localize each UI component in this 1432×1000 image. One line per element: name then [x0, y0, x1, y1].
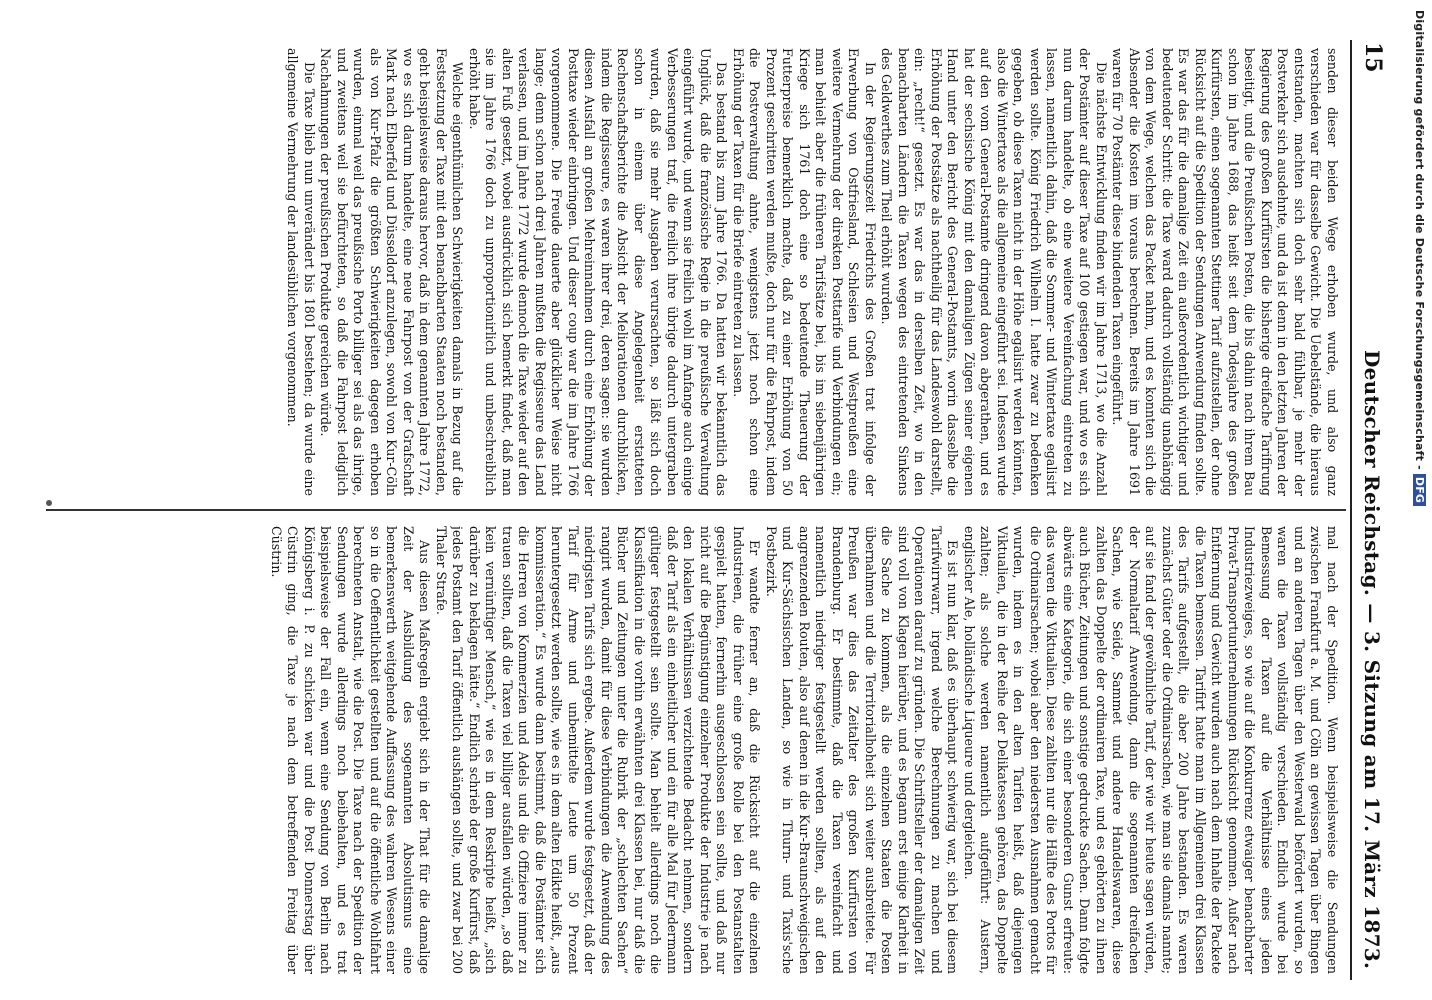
dfg-logo: DFG — [1413, 474, 1426, 506]
page-title: Deutscher Reichstag. — 3. Sitzung am 17. März 1873. — [1360, 350, 1384, 970]
paragraph: Die Taxe blieb nun unverändert bis 1801 bestehen; da wurde eine allgemeine Vermehrung der landesüblichen vorgenommen. — [285, 48, 317, 496]
paragraph: Das bestand bis zum Jahre 1766. Da hatten wir bekanntlich das Unglück, daß die französische Regie in die preußische Verwaltung eingeführt wurde, und wenn sie freilich wohl im Anfange auch einige Verbesserungen traf, die freilich ihre übrige dadurch untergraben wurden, daß sie mehr Ausgaben verursachten, so läßt sich doch schon in einem über diese Angelegenheit erstatteten Rechenschaftsberichte die Absicht der Meliorationen durchblicken, indem die Regisseure, es waren ihrer drei, deren sagen: sie wurden diesen Ausfall an großen Mehreinnahmen durch eine Erhöhung der Posttaxe wieder einbringen. Und dieser coup war die im Jahre 1766 vorgenommene. Die Freude dauerte aber glücklicher Weise nicht lange; denn schon nach drei Jahren mußten die Regisseure das Land verlassen, und im Jahre 1772 wurde dennoch die Taxe wieder auf den alten Fuß gesetzt, wobei ausdrücklich sich bemerkt findet, daß man sie im Jahre 1766 doch zu unproportionirlich und unbeschreiblich erhöht habe. — [467, 48, 730, 496]
text-column-left — [34, 48, 1340, 496]
page-number: 15 — [1360, 42, 1386, 73]
scan-smudge — [46, 500, 52, 506]
paragraph: Es ist nun klar, daß es überhaupt schwierig war, sich bei diesem Tarifwirrwarr, irgend welche Berechnungen zu machen und Operationen darauf zu gründen. Die Schriftsteller der damaligen Zeit sind voll von Klagen hierüber, und es begann erst einige Klarheit in die Sache zu kommen, als die einzelnen Staaten die Posten übernahmen und die Territorialhoheit sich weiter ausbreitete. Für Preußen war dies das Zeitalter des großen Kurfürsten von Brandenburg. Er bestimmte, daß die Taxen vereinfacht und namentlich niedriger festgestellt werden sollten, als auf den angrenzenden Routen, also auf denen in die Kur-Braunschweigischen und Kur-Sächsischen Landen, so wie in Thurn- und Taxis'sche Postbezirk. — [764, 526, 961, 974]
paragraph: Die nächste Entwicklung finden wir im Jahre 1713, wo die Anzahl der Postämter auf dieser Taxe auf 100 gestiegen war, und wo es sich nun darum handelte, ob eine weitere Vereinfachung eintreten zu lassen, namentlich dahin, daß die Sommer- und Wintertaxe egalisirt werden sollte. König Friedrich Wilhelm I. hatte zwar zu bedenken gegeben, ob diese Taxen nicht in der Höhe egalisirt werden könnten, also die Wintertaxe als die allgemeine eingeführt sei. Indessen wurde auf den vom General-Postamte dringend davon abgerathen, und es hat der sechsische König mit den damaligen Zügen seiner eigenen Hand unter den Bericht des General-Postamts, worin dasselbe die Erhöhung der Postsätze als nachtheilig für das Landeswohl darstellt, ein: „recht!“ gesetzt. Es war das in derselben Zeit, wo in den benachbarten Ländern die Taxen wegen des eintretenden Sinkens des Geldwerthes zum Theil erhöht wurden. — [879, 48, 1109, 496]
paragraph: Aus diesen Maßregeln ergiebt sich in der That für die damalige Zeit der Ausbildung des sogenannten Absolutismus eine bemerkenswerth weitgehende Auffassung des wahren Wesens einer so in die Oeffentlichkeit gestellten und auf die öffentliche Wohlfahrt berechneten Anstalt, wie die Post. Die Taxe nach der Spedition der Sendungen wurde allerdings noch beibehalten, und es trat beispielsweise der Fall ein, wenn eine Sendung von Berlin nach Königsberg i. P. zu schicken war und die Post Donnerstag über Cüstrin ging, die Taxe je nach dem betreffenden Freitag über Cüstrin. — [269, 526, 433, 974]
text-column-right — [34, 526, 1340, 974]
paragraph: Er wandte ferner an, daß die Rücksicht auf die einzelnen Industrieen, die früher eine große Rolle bei den Postanstalten gespielt hatten, fernerhin ausgeschlossen sein sollte, und daß nur nicht auf die Begünstigung einzelner Produkte der Industrie je nach den lokalen Verhältnissen verzichtende Bedacht nehmen, sondern daß der Tarif als ein einheitlicher und ein für alle Mal für Jedermann gültiger festgestellt sein sollte. Man behielt allerdings noch die Klassifikation in die vorhin erwähnten drei Klassen bei, nur daß die Bücher und Zeitungen unter die Rubrik der „schlechten Sachen“ rangirt wurden, damit für diese Verbindungen die Anwendung des niedrigsten Tarifs sich ergebe. Außerdem wurde festgesetzt, daß der Tarif für Arme und unbemittelte Leute um 50 Prozent heruntergesetzt werden sollte, wie es in dem alten Edikte heißt, „aus kommisseration.“ Es wurde dann bestimmt, daß die Postämter sich die Herren von Kommerzien und Adels und die Offiziere immer zu trauen sollten, daß die Taxen viel billiger ausfallen würden, „so daß kein vernünftiger Mensch,“ wie es in dem Reskripte heißt, „sich darüber zu beklagen hätte.“ Endlich schrieb der große Kurfürst, daß jedes Postamt den Tarif öffentlich aushängen sollte, und zwar bei 200 Thaler Strafe. — [434, 526, 763, 974]
paragraph: In der Regierungszeit Friedrichs des Großen trat infolge der Erwerbung von Ostfriesland, Schlesien und Westpreußen eine weitere Vermehrung der direkten Posttarife und Verbindungen ein; man behielt aber die früheren Tarifsätze bei, bis im siebenjährigen Kriege sich 1761 doch eine so bedeutende Theuerung der Futterpreise bemerklich machte, daß zu einer Erhöhung von 50 Prozent geschritten werden mußte, doch nur für die Fahrpost, indem die Postverwaltung ahnte, wenigstens jetzt noch schon eine Erhöhung der Taxen für die Briefe eintreten zu lassen. — [731, 48, 878, 496]
paragraph: senden dieser beiden Wege erhoben wurde, und also ganz verschieden war für dasselbe Gewicht. Die Uebelstände, die hieraus entstanden, machten sich doch sehr bald fühlbar, je mehr der Postverkehr sich ausdehnte, und da ist denn in den letzten Jahren der Regierung des großen Kurfürsten die bisherige dreifache Tarifirung beseitigt, und die Preußischen Posten, die bis dahin nach ihrem Bau schon im Jahre 1688, das heißt seit dem Todesjahre des großen Kurfürsten, einen sogenannten Stettiner Tarif aufzustellen, der ohne Rücksicht auf die Spedition der Sendungen Anwendung finden sollte. Es war das für die damalige Zeit ein außerordentlich wichtiger und bedeutender Schritt: die Taxe ward dadurch vollständig unabhängig von dem Wege, welchen das Packet nahm, und es konnten sich die Absender die Kosten im voraus berechnen. Bereits im Jahre 1691 waren für 70 Postämter diese bindenden Taxen eingeführt. — [1110, 48, 1340, 496]
paragraph: mal nach der Spedition. Wenn beispielsweise die Sendungen zwischen Frankfurt a. M. und Cöln an gewissen Tagen über Bingen und an anderen Tagen über den Westerwald befördert wurden, so waren die Taxen vollständig verschieden. Endlich wurde bei Bemessung der Taxen auf die Verhältnisse eines jeden Industriezweiges, so wie auf die Konkurrenz etwaiger benachbarter Privat-Transportunternehmungen Rücksicht genommen. Außer nach Entfernung und Gewicht wurden auch nach dem Inhalte der Packete die Taxen bemessen. Tarifirt hatte man im Allgemeinen drei Klassen des Tarifs aufgestellt, die aber 200 Jahre bestanden. Es waren zunächst Güter oder die Ordinairsachen, wie man sie damals nannte; auf sie fand der gewöhnliche Tarif, der wie wir heute sagen würden, der Normaltarif Anwendung, dann die sogenannten dreifachen Sachen, wie Seide, Sammet und andere Handelswaaren, diese zahlten das Doppelte der ordinairen Taxe, und es gehörten zu ihnen auch Bücher, Zeitungen und sonstige gedruckte Sachen. Dann folgte abwärts eine Kategorie, die sich einer besonderen Gunst erfreute: das waren die Viktualien. Diese zahlten nur die Hälfte des Portos für die Ordinairsachen; wobei aber den niedersten Ausnahmen gemacht wurden, indem es in den alten Tarifen heißt, daß diejenigen Viktualien, die in der Reihe der Delikatessen gehören, das Doppelte zahlten; als solche werden namentlich aufgeführt: Austern, englischer Ale, holländische Liqueure und dergleichen. — [962, 526, 1340, 974]
column-divider — [46, 509, 1346, 511]
paragraph: Welche eigenthümlichen Schwierigkeiten damals in Bezug auf die Festsetzung der Taxe mit den benachbarten Staaten noch bestanden, geht beispielsweise daraus hervor, daß in dem genannten Jahre 1772, wo es sich darum handelte, eine neue Fahrpost von der Grafschaft Mark nach Elberfeld und Düsseldorf anzulegen, sowohl von Kur-Cöln als von Kur-Pfalz die größten Schwierigkeiten dagegen erhoben wurden, einmal weil das preußische Porto billiger sei als das ihrige, und zweitens weil sie befürchteten, so daß die Fahrpost lediglich Nachahmungen der preußischen Produkte gereichen würde. — [318, 48, 466, 496]
digitization-credit — [1406, 10, 1426, 990]
header-rule — [1350, 40, 1352, 980]
credit-text: Digitalisierung gefördert durch die Deutsche Forschungsgemeinschaft - — [1413, 10, 1426, 470]
page-header — [1350, 20, 1392, 980]
